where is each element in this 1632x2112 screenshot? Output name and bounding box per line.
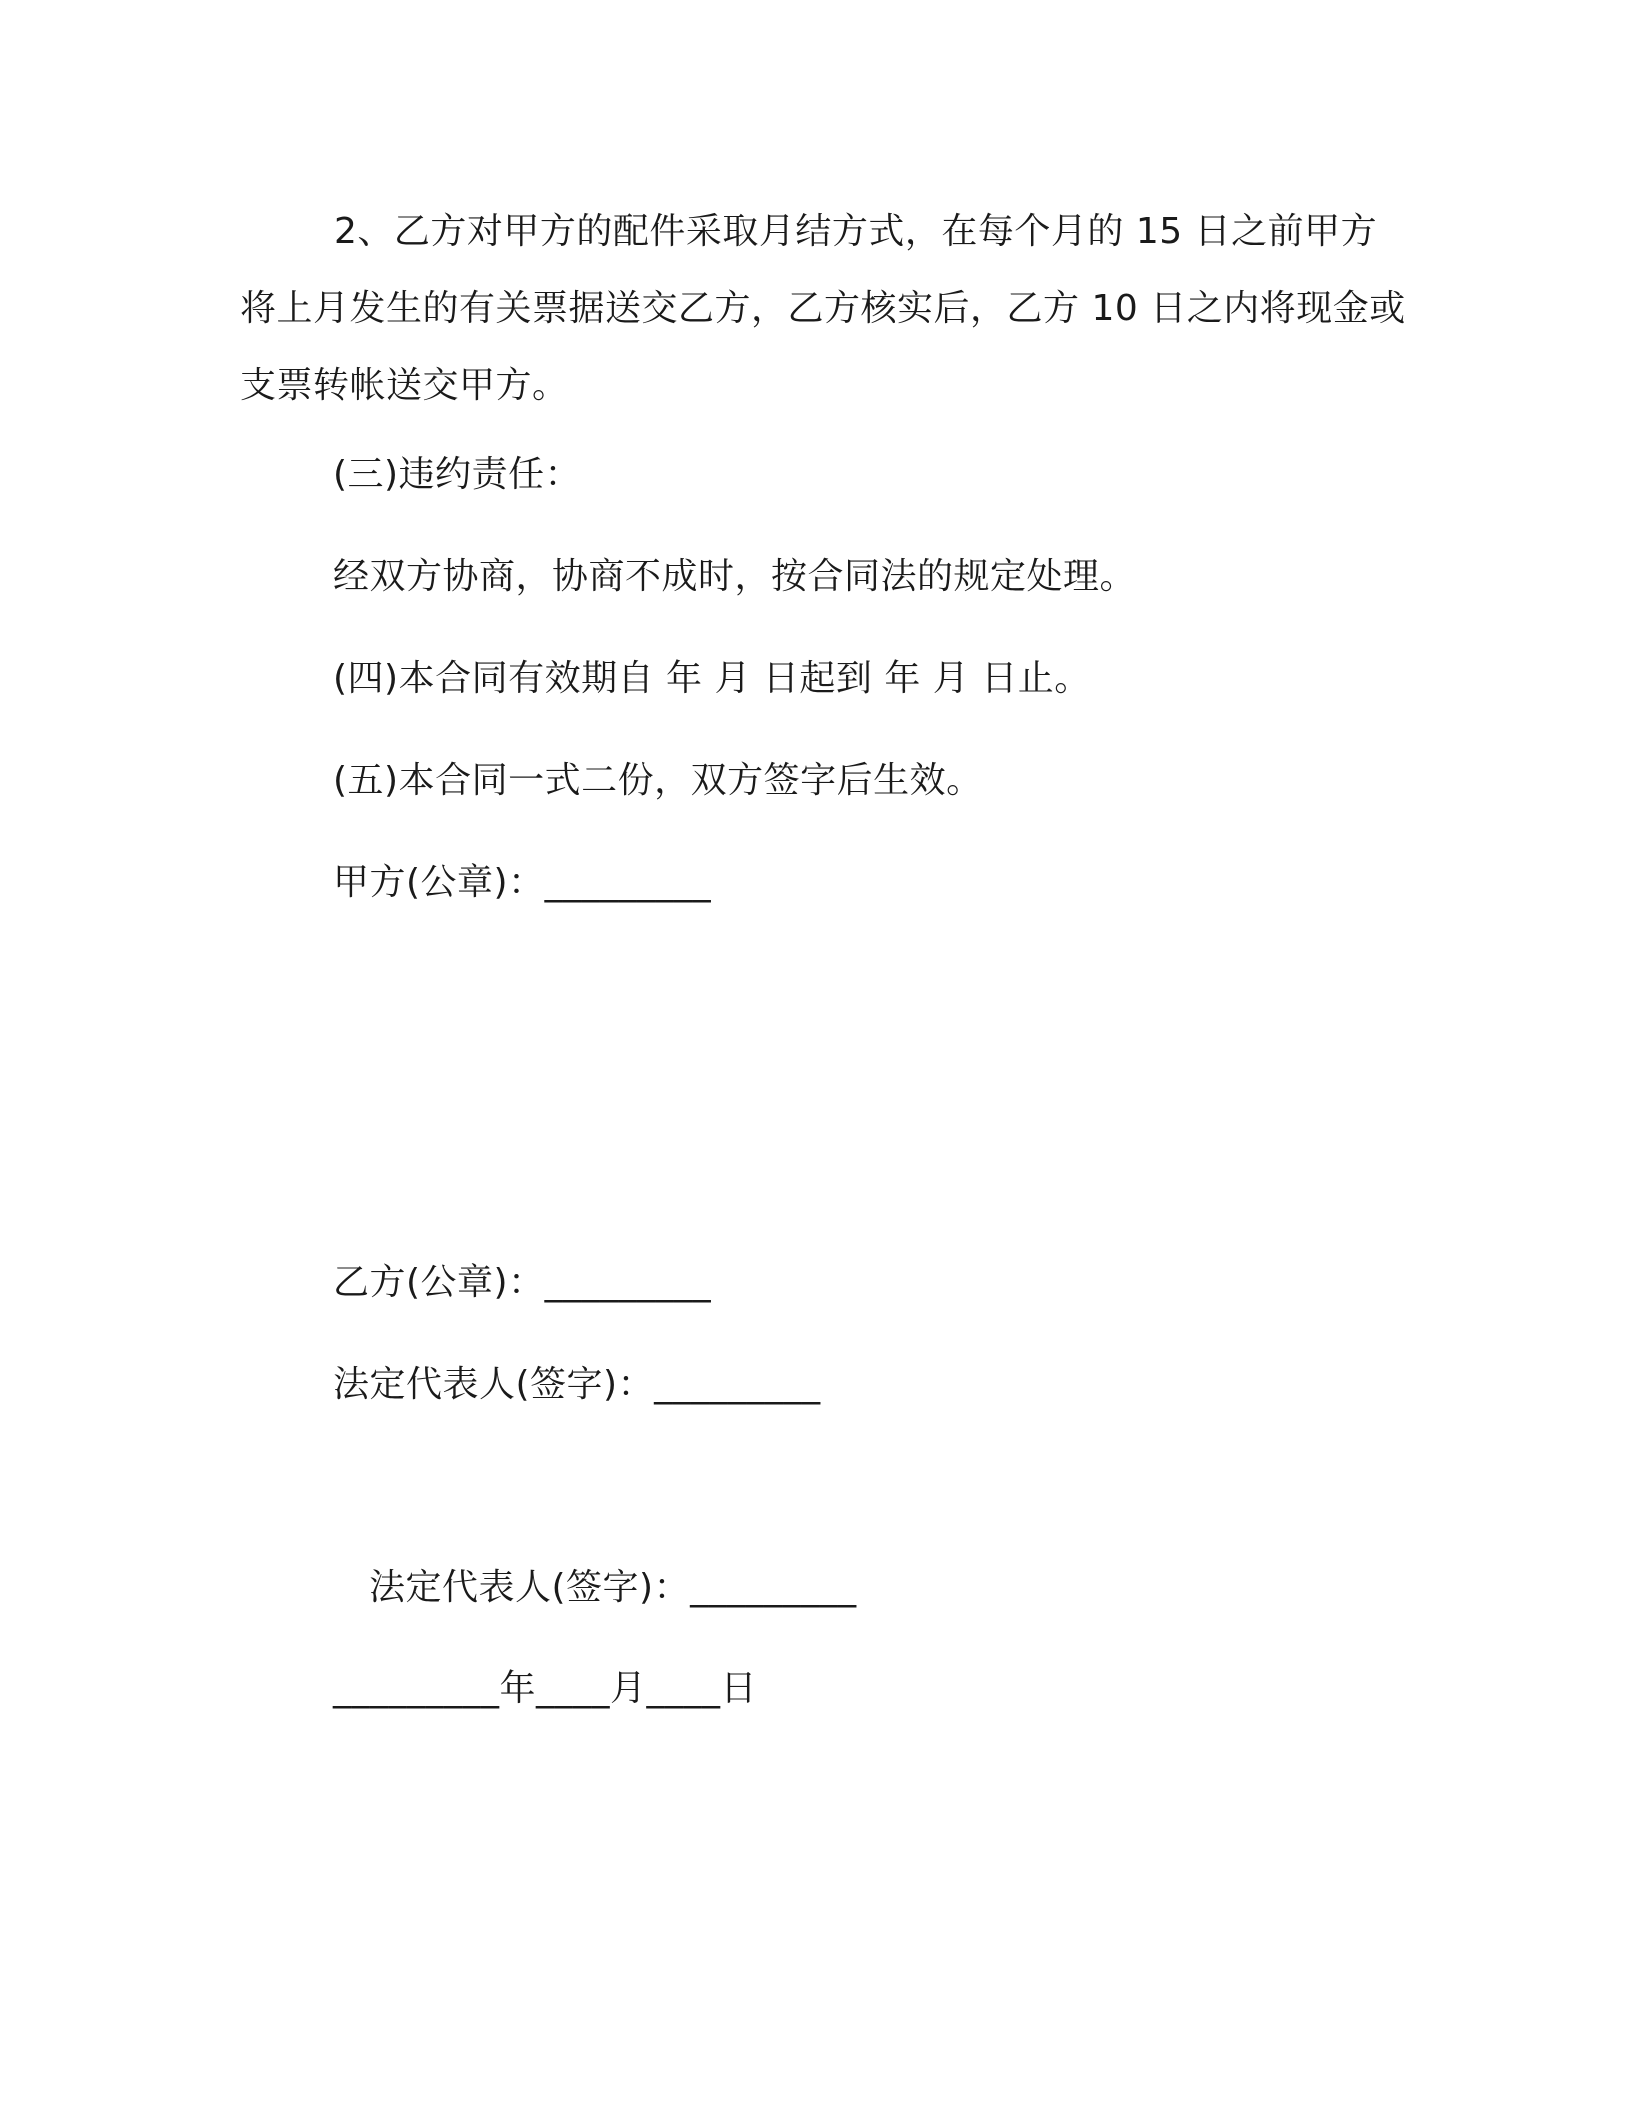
legal-representative-signature-2: 法定代表人(签字)：_________ bbox=[369, 1567, 857, 1608]
section-5-copies: (五)本合同一式二份，双方签字后生效。 bbox=[333, 760, 983, 801]
legal-representative-signature-1: 法定代表人(签字)：_________ bbox=[333, 1364, 821, 1405]
section-4-validity: (四)本合同有效期自 年 月 日起到 年 月 日止。 bbox=[333, 658, 1091, 699]
section-3-body: 经双方协商，协商不成时，按合同法的规定处理。 bbox=[333, 556, 1137, 597]
section-3-title: (三)违约责任： bbox=[333, 454, 582, 495]
party-a-seal-line: 甲方(公章)：_________ bbox=[333, 862, 712, 903]
date-line: _________年____月____日 bbox=[333, 1668, 757, 1709]
party-b-seal-line: 乙方(公章)：_________ bbox=[333, 1262, 712, 1303]
payment-terms-paragraph: 2、乙方对甲方的配件采取月结方式，在每个月的 15 日之前甲方将上月发生的有关票据送交乙方，乙方核实后，乙方 10 日之内将现金或支票转帐送交甲方。 bbox=[240, 211, 1406, 406]
